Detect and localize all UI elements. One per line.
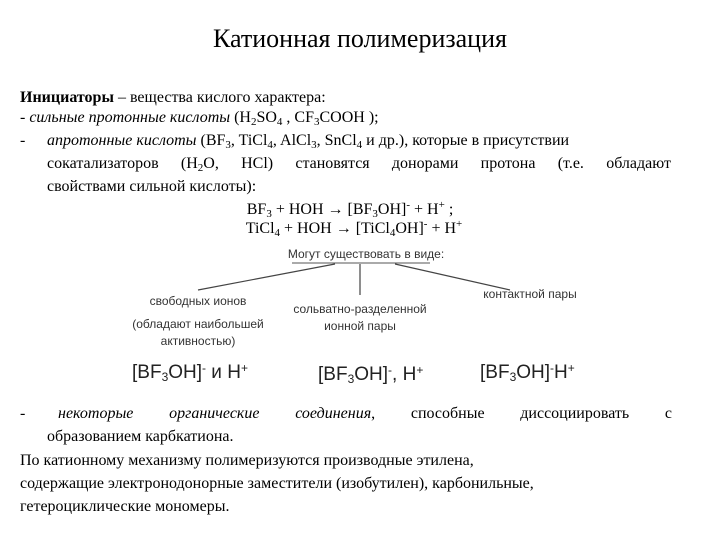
equation-text: TiCl — [245, 220, 275, 237]
bullet-dash: - — [20, 132, 26, 149]
body-text: , способные диссоциировать с — [371, 405, 673, 422]
equation-text: [BF — [343, 201, 373, 218]
superscript: - — [388, 363, 393, 377]
formula-text: SO — [256, 109, 277, 126]
formula-text: (BF — [196, 132, 226, 149]
slide-title: Катионная полимеризация — [213, 24, 507, 53]
equation-text: ; — [444, 201, 454, 218]
formula-text: OH] — [516, 362, 551, 383]
formula-text: и др.), которые в присутствии — [362, 132, 570, 149]
subscript: 3 — [314, 116, 320, 128]
superscript: + — [567, 361, 575, 375]
equation-text: + H — [427, 220, 457, 237]
equation-text: BF — [246, 201, 267, 218]
subscript: 3 — [225, 139, 231, 151]
reaction-arrow-icon: → — [327, 201, 344, 218]
formula-text: [BF — [480, 362, 510, 383]
diagram-left-label: свободных ионов — [149, 294, 247, 308]
subscript: 3 — [161, 370, 169, 384]
superscript: - — [423, 218, 428, 230]
subscript: 3 — [347, 372, 355, 386]
subscript: 2 — [250, 116, 257, 128]
subscript: 4 — [274, 227, 281, 239]
subscript: 2 — [197, 162, 204, 174]
equation-text: + HOH — [271, 201, 328, 218]
formula-text: , CF — [282, 109, 314, 126]
paragraph-line2: содержащие электронодонорные заместители (изобутилен), карбонильные, — [20, 475, 534, 492]
diagram-root-label: Могут существовать в виде: — [287, 247, 445, 261]
diagram-middle-label-1: сольватно-разделенной — [293, 302, 427, 316]
equation-text: OH] — [395, 220, 424, 237]
formula-text: и H — [206, 362, 241, 383]
equation-text: + H — [410, 201, 439, 218]
item-organic-compounds-line2: образованием карбкатиона. — [47, 428, 234, 445]
superscript: - — [406, 199, 411, 211]
subscript: 4 — [356, 139, 363, 151]
paragraph-line1: По катионному механизму полимеризуются производные этилена, — [20, 452, 474, 469]
superscript: + — [438, 199, 445, 211]
subscript: 3 — [266, 208, 272, 220]
formula-text: OH] — [168, 362, 203, 383]
equation-text: OH] — [377, 201, 407, 218]
formula-text: [BF — [132, 362, 162, 383]
diagram-branch-left — [198, 264, 335, 290]
reaction-arrow-icon: → — [335, 220, 352, 237]
formula-contact-pair — [480, 362, 575, 384]
diagram-middle-label-2: ионной пары — [324, 319, 396, 333]
superscript: - — [550, 361, 555, 375]
formula-solvent-separated-pair — [318, 364, 423, 386]
formula-text: H — [554, 362, 568, 383]
bullet-dash: - — [20, 109, 26, 126]
formula-text: COOH ); — [319, 109, 379, 126]
superscript: + — [416, 363, 424, 377]
subscript: 3 — [311, 139, 317, 151]
subscript: 3 — [372, 208, 378, 220]
item-strong-protic-acids-label: сильные протонные кислоты — [25, 109, 231, 126]
diagram-left-note-2: активностью) — [160, 334, 236, 348]
equation-text: [TiCl — [351, 220, 390, 237]
paragraph-line3: гетероциклические мономеры. — [20, 498, 230, 515]
diagram-left-note-1: (обладают наибольшей — [132, 317, 264, 331]
body-text: сокатализаторов (H — [47, 155, 198, 172]
item-organic-compounds — [58, 404, 672, 424]
subscript: 3 — [509, 370, 517, 384]
body-text: O, HCl) становятся донорами протона (т.е. обладают — [203, 155, 671, 172]
formula-text: OH] — [354, 364, 389, 385]
bullet-dash: - — [20, 405, 26, 422]
item-organic-compounds-label: некоторые органические соединения — [58, 405, 372, 422]
initiators-heading: Инициаторы — [20, 89, 114, 106]
formula-text: , TiCl — [230, 132, 268, 149]
initiators-description: – вещества кислого характера: — [113, 89, 326, 106]
subscript: 4 — [267, 139, 273, 151]
formula-text: [BF — [318, 364, 348, 385]
superscript: + — [456, 218, 463, 230]
superscript: + — [240, 361, 248, 375]
formula-text: , SnCl — [316, 132, 357, 149]
subscript: 4 — [389, 227, 396, 239]
item-aprotic-acids-label: апротонные кислоты — [47, 132, 197, 149]
subscript: 4 — [276, 116, 283, 128]
formula-text: (H — [230, 109, 251, 126]
formula-text: , H — [392, 364, 417, 385]
superscript: - — [202, 361, 207, 375]
formula-text: , AlCl — [272, 132, 312, 149]
diagram-right-label: контактной пары — [483, 287, 577, 301]
item-aprotic-acids-line3: свойствами сильной кислоты): — [47, 178, 257, 195]
formula-free-ions — [132, 362, 248, 384]
equation-text: + HOH — [280, 220, 336, 237]
